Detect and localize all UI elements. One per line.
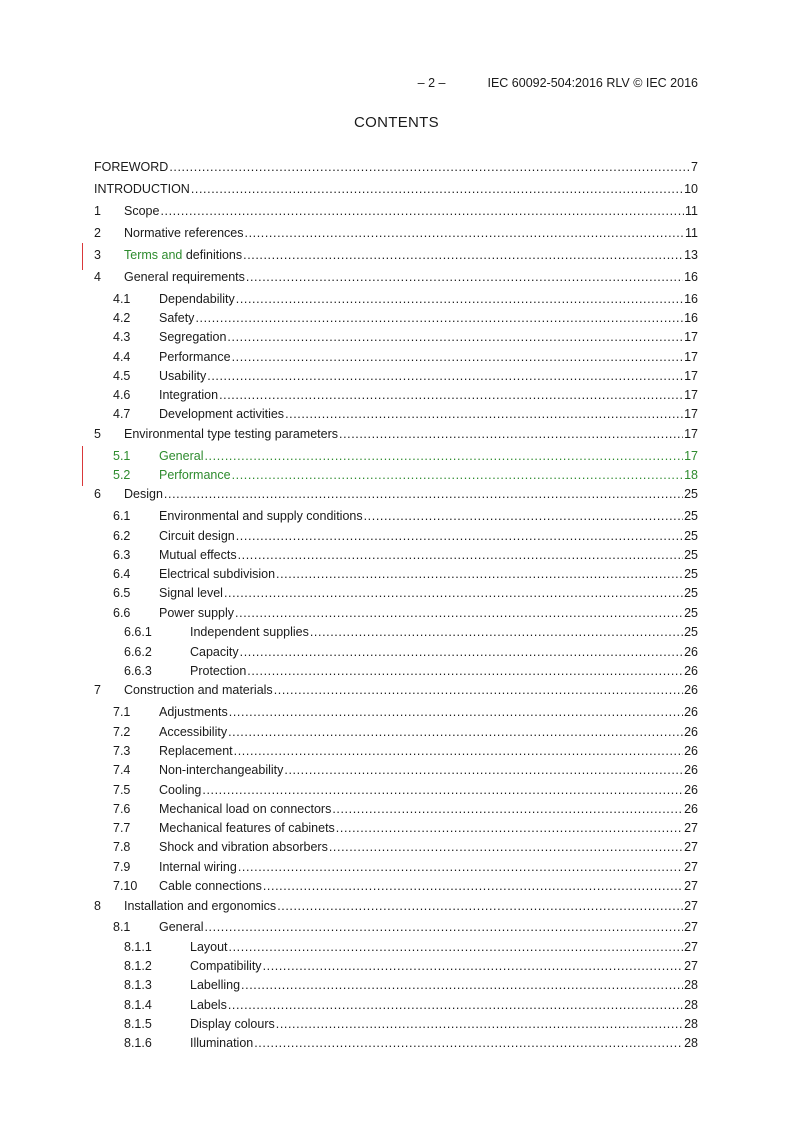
- toc-entry-number: 5.2: [113, 468, 131, 482]
- toc-entry[interactable]: [94, 290, 698, 307]
- dot-leader: [245, 226, 685, 241]
- toc-entry-title: Protection: [190, 664, 247, 678]
- toc-entry-number: 8.1.3: [124, 978, 152, 992]
- toc-entry-title: Performance: [159, 468, 231, 482]
- toc-entry-number: 7: [94, 683, 101, 697]
- toc-entry-page: 25: [684, 509, 698, 523]
- toc-entry-page: 28: [684, 998, 698, 1012]
- toc-entry[interactable]: [94, 819, 698, 836]
- toc-entry-page: 26: [684, 744, 698, 758]
- toc-entry-number: 7.8: [113, 840, 131, 854]
- toc-entry-number: 8.1.2: [124, 959, 152, 973]
- toc-entry-number: 8.1: [113, 920, 131, 934]
- toc-entry-title: General requirements: [124, 270, 245, 284]
- toc-entry-number: 6.6: [113, 606, 131, 620]
- toc-entry-number: 4: [94, 270, 101, 284]
- toc-entry-number: 6.1: [113, 509, 131, 523]
- toc-entry-page: 17: [684, 350, 698, 364]
- toc-entry-number: 4.5: [113, 369, 131, 383]
- toc-entry[interactable]: [94, 800, 698, 817]
- toc-entry-title: Installation and ergonomics: [124, 899, 277, 913]
- dot-leader: [219, 388, 683, 403]
- toc-entry-title: Internal wiring: [159, 860, 237, 874]
- toc-entry[interactable]: [94, 781, 698, 798]
- dot-leader: [195, 311, 683, 326]
- dot-leader: [263, 879, 683, 894]
- toc-entry-number: 6.5: [113, 586, 131, 600]
- toc-entry-title: Design: [124, 487, 163, 501]
- toc-entry-title: Replacement: [159, 744, 233, 758]
- toc-entry[interactable]: [94, 643, 698, 660]
- toc-entry-page: 17: [684, 407, 698, 421]
- dot-leader: [284, 763, 683, 778]
- toc-entry-number: 4.6: [113, 388, 131, 402]
- toc-entry-title: Scope: [124, 204, 160, 218]
- toc-entry-page: 10: [684, 182, 698, 196]
- toc-entry-title: Normative references: [124, 226, 244, 240]
- dot-leader: [236, 529, 683, 544]
- dot-leader: [310, 625, 683, 640]
- toc-entry-page: 27: [684, 879, 698, 893]
- toc-entry-number: 1: [94, 204, 101, 218]
- toc-entry[interactable]: [94, 202, 698, 219]
- toc-entry-number: 7.9: [113, 860, 131, 874]
- toc-entry-page: 26: [684, 783, 698, 797]
- toc-entry-page: 27: [684, 940, 698, 954]
- toc-entry-title: Dependability: [159, 292, 235, 306]
- change-bar: [82, 243, 83, 270]
- dot-leader: [243, 248, 683, 263]
- toc-entry-page: 11: [685, 226, 698, 240]
- toc-entry-number: 8.1.6: [124, 1036, 152, 1050]
- toc-entry-number: 4.4: [113, 350, 131, 364]
- toc-entry-title: [124, 248, 242, 263]
- toc-entry[interactable]: [94, 485, 698, 502]
- toc-entry-page: 7: [691, 160, 698, 174]
- toc-entry-title: Usability: [159, 369, 207, 383]
- toc-entry-title: Illumination: [190, 1036, 254, 1050]
- toc-entry[interactable]: [94, 877, 698, 894]
- toc-entry[interactable]: [94, 405, 698, 422]
- toc-entry[interactable]: [94, 938, 698, 955]
- toc-entry-number: 8.1.5: [124, 1017, 152, 1031]
- dot-leader: [241, 978, 683, 993]
- toc-entry-page: 25: [684, 586, 698, 600]
- toc-entry-title: Labels: [190, 998, 227, 1012]
- dot-leader: [160, 204, 684, 219]
- dot-leader: [364, 509, 683, 524]
- toc-entry[interactable]: [94, 742, 698, 759]
- toc-entry-number: 6.6.3: [124, 664, 152, 678]
- toc-entry-page: 26: [684, 645, 698, 659]
- dot-leader: [204, 920, 683, 935]
- toc-entry-page: 26: [684, 664, 698, 678]
- document-reference: IEC 60092-504:2016 RLV © IEC 2016: [487, 76, 698, 90]
- toc-entry-number: 6.2: [113, 529, 131, 543]
- dot-leader: [227, 330, 683, 345]
- toc-entry-title: Layout: [190, 940, 228, 954]
- toc-entry-number: 8.1.1: [124, 940, 152, 954]
- toc-entry[interactable]: [94, 976, 698, 993]
- dot-leader: [191, 182, 683, 197]
- toc-entry[interactable]: [94, 158, 698, 175]
- toc-entry-title: Construction and materials: [124, 683, 273, 697]
- toc-entry[interactable]: [94, 386, 698, 403]
- dot-leader: [246, 270, 683, 285]
- toc-entry-page: 26: [684, 683, 698, 697]
- toc-entry-title: Circuit design: [159, 529, 235, 543]
- toc-entry[interactable]: [94, 584, 698, 601]
- toc-entry-title: General: [159, 920, 204, 934]
- toc-entry-number: 4.2: [113, 311, 131, 325]
- toc-entry-title: Adjustments: [159, 705, 228, 719]
- toc-entry-page: 27: [684, 821, 698, 835]
- toc-entry-title: Non-interchangeability: [159, 763, 284, 777]
- toc-entry-page: 25: [684, 548, 698, 562]
- toc-entry-title: Independent supplies: [190, 625, 309, 639]
- toc-entry-number: 6.3: [113, 548, 131, 562]
- toc-entry-number: 4.3: [113, 330, 131, 344]
- toc-entry[interactable]: [94, 623, 698, 640]
- toc-entry-title: Cooling: [159, 783, 202, 797]
- toc-entry[interactable]: [94, 224, 698, 241]
- toc-entry-title: Mechanical features of cabinets: [159, 821, 335, 835]
- toc-entry-number: 8.1.4: [124, 998, 152, 1012]
- dot-leader: [276, 1017, 683, 1032]
- dot-leader: [235, 606, 683, 621]
- toc-entry-page: 27: [684, 899, 698, 913]
- dot-leader: [164, 487, 683, 502]
- toc-entry-title: Development activities: [159, 407, 285, 421]
- toc-entry-number: 7.3: [113, 744, 131, 758]
- toc-entry-page: 25: [684, 606, 698, 620]
- toc-entry-title: Integration: [159, 388, 219, 402]
- toc-entry-page: 27: [684, 860, 698, 874]
- dot-leader: [263, 959, 684, 974]
- toc-entry-number: 6: [94, 487, 101, 501]
- toc-entry[interactable]: [94, 723, 698, 740]
- toc-entry-page: 26: [684, 763, 698, 777]
- toc-entry[interactable]: [94, 565, 698, 582]
- dot-leader: [204, 449, 683, 464]
- toc-entry-page: 16: [684, 292, 698, 306]
- toc-entry-number: 7.1: [113, 705, 131, 719]
- toc-entry-title: INTRODUCTION: [94, 182, 190, 196]
- toc-entry-page: 25: [684, 487, 698, 501]
- toc-entry-page: 27: [684, 959, 698, 973]
- toc-entry[interactable]: [94, 703, 698, 720]
- toc-entry-page: 27: [684, 840, 698, 854]
- toc-entry-page: 28: [684, 1017, 698, 1031]
- toc-entry[interactable]: [94, 507, 698, 524]
- toc-entry[interactable]: [94, 957, 698, 974]
- toc-entry[interactable]: [94, 268, 698, 285]
- page-header: [418, 76, 698, 90]
- dot-leader: [247, 664, 683, 679]
- toc-entry-page: 25: [684, 567, 698, 581]
- toc-entry-title: Environmental type testing parameters: [124, 427, 338, 441]
- toc-entry-title: Safety: [159, 311, 195, 325]
- toc-entry[interactable]: [94, 527, 698, 544]
- toc-entry-title: Power supply: [159, 606, 235, 620]
- dot-leader: [238, 860, 683, 875]
- toc-entry-page: 17: [684, 330, 698, 344]
- toc-entry-title: Signal level: [159, 586, 223, 600]
- toc-entry[interactable]: [94, 858, 698, 875]
- toc-entry-page: 26: [684, 725, 698, 739]
- toc-entry-title: Capacity: [190, 645, 239, 659]
- toc-entry-title: Segregation: [159, 330, 227, 344]
- toc-entry-title: Mutual effects: [159, 548, 237, 562]
- dot-leader: [232, 350, 684, 365]
- toc-entry-title: FOREWORD: [94, 160, 169, 174]
- dot-leader: [236, 292, 683, 307]
- added-text: Terms and: [124, 248, 183, 262]
- toc-entry-number: 2: [94, 226, 101, 240]
- toc-entry-number: 7.5: [113, 783, 131, 797]
- toc-entry[interactable]: [94, 1015, 698, 1032]
- toc-entry-page: 18: [684, 468, 698, 482]
- dot-leader: [229, 705, 683, 720]
- toc-entry-number: 3: [94, 248, 101, 262]
- toc-entry-page: 11: [685, 204, 698, 218]
- toc-entry-page: 28: [684, 1036, 698, 1050]
- dot-leader: [234, 744, 683, 759]
- toc-entry-number: 7.4: [113, 763, 131, 777]
- toc-entry-page: 26: [684, 802, 698, 816]
- dot-leader: [254, 1036, 683, 1051]
- toc-entry-number: 8: [94, 899, 101, 913]
- toc-entry[interactable]: [94, 309, 698, 326]
- toc-entry-title: Shock and vibration absorbers: [159, 840, 328, 854]
- change-bar: [82, 446, 83, 486]
- toc-entry-page: 13: [684, 248, 698, 262]
- dot-leader: [202, 783, 683, 798]
- dot-leader: [240, 645, 683, 660]
- dot-leader: [238, 548, 684, 563]
- toc-entry-page: 16: [684, 311, 698, 325]
- toc-entry-page: 28: [684, 978, 698, 992]
- toc-entry-title: Cable connections: [159, 879, 262, 893]
- toc-entry[interactable]: [94, 681, 698, 698]
- toc-entry[interactable]: [94, 367, 698, 384]
- toc-entry-title: Environmental and supply conditions: [159, 509, 363, 523]
- dot-leader: [339, 427, 683, 442]
- toc-entry-page: 27: [684, 920, 698, 934]
- toc-entry-number: 4.7: [113, 407, 131, 421]
- toc-entry-number: 5: [94, 427, 101, 441]
- toc-entry-title: Compatibility: [190, 959, 262, 973]
- toc-entry-title: Labelling: [190, 978, 241, 992]
- toc-entry[interactable]: [94, 447, 698, 464]
- dot-leader: [336, 821, 683, 836]
- toc-entry-number: 6.6.1: [124, 625, 152, 639]
- toc-entry-number: 6.6.2: [124, 645, 152, 659]
- toc-entry-page: 17: [684, 369, 698, 383]
- toc-entry[interactable]: [94, 348, 698, 365]
- toc-entry[interactable]: [94, 996, 698, 1013]
- dot-leader: [274, 683, 683, 698]
- toc-entry-page: 17: [684, 427, 698, 441]
- dot-leader: [228, 998, 683, 1013]
- dot-leader: [332, 802, 683, 817]
- toc-entry-title: Performance: [159, 350, 231, 364]
- toc-entry-page: 26: [684, 705, 698, 719]
- toc-entry-page: 17: [684, 388, 698, 402]
- page-number: – 2 –: [417, 76, 446, 90]
- dot-leader: [207, 369, 683, 384]
- toc-entry-number: 6.4: [113, 567, 131, 581]
- page-title: CONTENTS: [354, 114, 439, 131]
- toc-entry[interactable]: [94, 761, 698, 778]
- toc-entry-title: General: [159, 449, 204, 463]
- toc-entry-title: Display colours: [190, 1017, 275, 1031]
- toc-entry-page: 16: [684, 270, 698, 284]
- toc-entry[interactable]: [94, 838, 698, 855]
- toc-entry-page: 17: [684, 449, 698, 463]
- toc-entry[interactable]: [94, 897, 698, 914]
- toc-entry-title: Electrical subdivision: [159, 567, 276, 581]
- toc-entry[interactable]: [94, 918, 698, 935]
- toc-entry[interactable]: [94, 546, 698, 563]
- toc-entry[interactable]: [94, 604, 698, 621]
- toc-entry[interactable]: [94, 180, 698, 197]
- toc-entry-title-text: definitions: [182, 248, 243, 262]
- toc-entry[interactable]: [94, 1034, 698, 1051]
- dot-leader: [228, 725, 683, 740]
- toc-entry-number: 4.1: [113, 292, 131, 306]
- toc-entry[interactable]: [94, 246, 698, 263]
- toc-entry[interactable]: [94, 466, 698, 483]
- toc-entry-title: Mechanical load on connectors: [159, 802, 332, 816]
- dot-leader: [224, 586, 683, 601]
- dot-leader: [329, 840, 683, 855]
- dot-leader: [169, 160, 690, 175]
- dot-leader: [285, 407, 683, 422]
- dot-leader: [277, 899, 683, 914]
- dot-leader: [276, 567, 683, 582]
- toc-entry-number: 7.10: [113, 879, 138, 893]
- toc-entry[interactable]: [94, 662, 698, 679]
- dot-leader: [229, 940, 684, 955]
- toc-entry-number: 7.6: [113, 802, 131, 816]
- dot-leader: [232, 468, 684, 483]
- toc-entry-number: 7.2: [113, 725, 131, 739]
- toc-entry-title: Accessibility: [159, 725, 228, 739]
- toc-entry-number: 5.1: [113, 449, 131, 463]
- toc-entry[interactable]: [94, 328, 698, 345]
- toc-entry-page: 25: [684, 625, 698, 639]
- toc-entry[interactable]: [94, 425, 698, 442]
- toc-entry-number: 7.7: [113, 821, 131, 835]
- toc-entry-page: 25: [684, 529, 698, 543]
